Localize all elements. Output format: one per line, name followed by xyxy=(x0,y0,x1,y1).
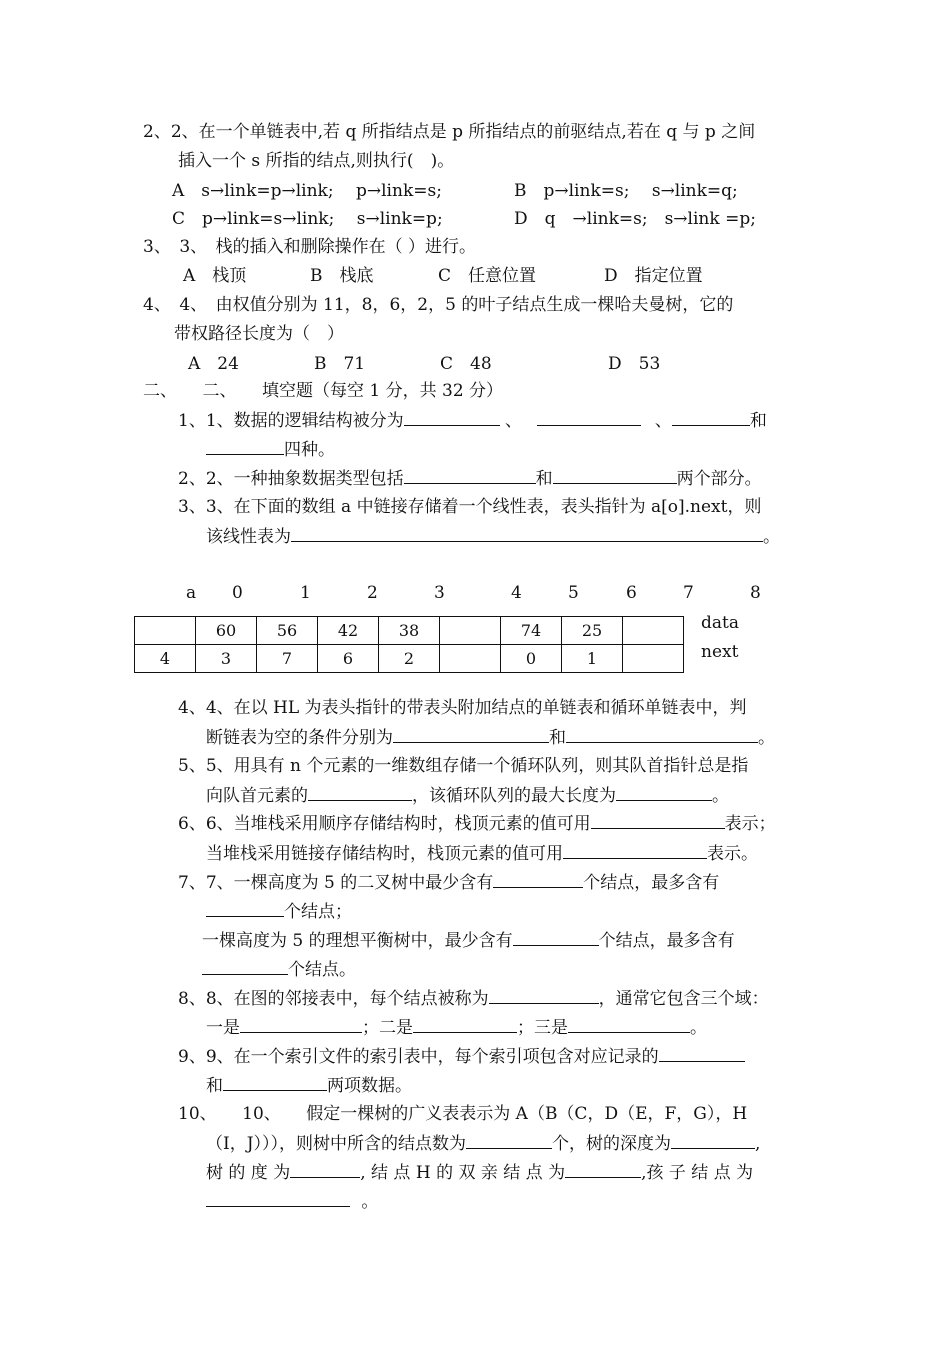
fill-5-mid: ，该循环队列的最大长度为 xyxy=(412,786,616,806)
fill-8-line-1 xyxy=(178,988,769,1009)
array-index: 7 xyxy=(683,583,694,603)
fill-8-text: 8、8、在图的邻接表中，每个结点被称为 xyxy=(178,989,489,1009)
q2-stem: 2、2、在一个单链表中,若 q 所指结点是 p 所指结点的前驱结点,若在 q 与 p 之间 xyxy=(143,122,756,142)
fill-10-mid: ,孩 子 结 点 为 xyxy=(641,1163,754,1183)
q4-stem-cont: 带权路径长度为（ ） xyxy=(174,324,344,344)
array-cell: 56 xyxy=(257,617,318,645)
fill-1-text: 1、1、数据的逻辑结构被分为 xyxy=(178,411,404,431)
fill-6-line-2 xyxy=(206,843,758,864)
fill-4-and: 和 xyxy=(549,728,566,748)
array-next-label: next xyxy=(701,642,739,662)
fill-4-line-1: 4、4、在以 HL 为表头指针的带表头附加结点的单链表和循环单链表中，判 xyxy=(178,698,747,718)
fill-1-tail: 四种。 xyxy=(284,440,335,460)
q3-option-c: C 任意位置 xyxy=(438,266,537,286)
fill-7-blank-2[interactable] xyxy=(206,901,284,917)
array-data-row xyxy=(135,617,684,645)
fill-6-blank-1[interactable] xyxy=(591,819,725,829)
array-index: 4 xyxy=(511,583,522,603)
fill-8-blank-3[interactable] xyxy=(413,1017,517,1033)
fill-4-tail: 。 xyxy=(758,728,775,748)
fill-9-blank-2[interactable] xyxy=(223,1075,327,1091)
fill-6-text: 当堆栈采用链接存储结构时，栈顶元素的值可用 xyxy=(206,844,563,864)
array-cell xyxy=(440,645,501,673)
fill-8-tail: 。 xyxy=(690,1018,707,1038)
fill-7-tail: 个结点。 xyxy=(288,960,356,980)
array-index: 5 xyxy=(568,583,579,603)
fill-6-tail: 表示； xyxy=(724,814,776,834)
fill-5-line-2 xyxy=(206,785,729,806)
fill-4-line-2 xyxy=(206,727,775,748)
fill-2-blank-1[interactable] xyxy=(404,468,536,484)
q2-option-b: B p→link=s; s→link=q; xyxy=(514,181,738,201)
fill-2-tail: 两个部分。 xyxy=(676,469,762,489)
fill-6-blank-2[interactable] xyxy=(563,843,707,859)
fill-7-mid: 个结点，最多含有 xyxy=(598,931,735,951)
fill-10-blank-5[interactable] xyxy=(206,1191,350,1207)
fill-6-line-1 xyxy=(178,814,776,834)
q3-option-a: A 栈顶 xyxy=(183,266,247,286)
fill-1-sep: 、 xyxy=(505,411,523,431)
fill-4-blank-1[interactable] xyxy=(393,727,549,743)
array-cell: 74 xyxy=(501,617,562,645)
fill-8-text: ；二是 xyxy=(362,1018,413,1038)
fill-1-blank-3[interactable] xyxy=(672,410,750,426)
array-index: 6 xyxy=(626,583,637,603)
fill-2-text: 2、2、一种抽象数据类型包括 xyxy=(178,469,404,489)
fill-1-sep: 、 xyxy=(654,411,672,431)
array-cell: 42 xyxy=(318,617,379,645)
fill-7-blank-1[interactable] xyxy=(493,872,583,888)
fill-5-tail: 。 xyxy=(712,786,729,806)
array-name: a xyxy=(186,583,197,603)
fill-9-blank-1[interactable] xyxy=(659,1046,745,1062)
fill-8-blank-2[interactable] xyxy=(240,1017,362,1033)
array-cell: 1 xyxy=(562,645,623,673)
array-cell: 3 xyxy=(196,645,257,673)
fill-8-blank-1[interactable] xyxy=(489,988,599,1004)
fill-10-line-2 xyxy=(206,1133,760,1154)
array-index: 2 xyxy=(367,583,378,603)
fill-8-line-2 xyxy=(206,1017,707,1038)
fill-7-mid: 个结点，最多含有 xyxy=(583,873,720,893)
fill-1-and: 和 xyxy=(749,411,767,431)
fill-2-blank-2[interactable] xyxy=(553,468,677,484)
q2-option-d: D q →link=s; s→link =p; xyxy=(514,209,756,229)
fill-1-blank-2[interactable] xyxy=(537,410,641,426)
fill-9-tail: 两项数据。 xyxy=(327,1076,412,1096)
fill-1-line-1 xyxy=(178,410,767,431)
array-cell: 38 xyxy=(379,617,440,645)
fill-9-text: 9、9、在一个索引文件的索引表中，每个索引项包含对应记录的 xyxy=(178,1047,659,1067)
fill-8-blank-4[interactable] xyxy=(568,1017,690,1033)
fill-7-text: 7、7、一棵高度为 5 的二叉树中最少含有 xyxy=(178,873,494,893)
fill-7-line-1 xyxy=(178,872,719,893)
fill-3-blank[interactable] xyxy=(291,526,763,542)
fill-3-line-1: 3、3、在下面的数组 a 中链接存储着一个线性表，表头指针为 a[o].next，则 xyxy=(178,497,762,517)
fill-10-blank-3[interactable] xyxy=(290,1162,360,1178)
fill-10-blank-4[interactable] xyxy=(565,1162,641,1178)
fill-2 xyxy=(178,468,762,489)
fill-4-text: 断链表为空的条件分别为 xyxy=(206,728,393,748)
array-cell xyxy=(623,617,684,645)
fill-7-line-3 xyxy=(202,930,735,951)
fill-10-mid: , 结 点 H 的 双 亲 结 点 为 xyxy=(360,1163,566,1183)
array-data-label: data xyxy=(701,613,739,633)
fill-7-blank-3[interactable] xyxy=(513,930,599,946)
fill-5-blank-1[interactable] xyxy=(308,785,412,801)
fill-9-line-2 xyxy=(206,1075,412,1096)
section-heading: 二、 二、 填空题（每空 1 分，共 32 分） xyxy=(143,381,504,401)
q3-option-b: B 栈底 xyxy=(310,266,374,286)
array-cell xyxy=(135,617,196,645)
array-cell: 4 xyxy=(135,645,196,673)
fill-10-blank-2[interactable] xyxy=(671,1133,755,1149)
fill-6-tail: 表示。 xyxy=(707,844,758,864)
fill-7-text: 一棵高度为 5 的理想平衡树中，最少含有 xyxy=(202,931,513,951)
fill-9-line-1 xyxy=(178,1046,745,1067)
fill-10-blank-1[interactable] xyxy=(466,1133,552,1149)
fill-3-line-2 xyxy=(206,526,780,547)
fill-5-line-1: 5、5、用具有 n 个元素的一维数组存储一个循环队列，则其队首指针总是指 xyxy=(178,756,749,776)
q4-option-b: B 71 xyxy=(314,354,366,374)
array-cell: 7 xyxy=(257,645,318,673)
fill-3-tail: 。 xyxy=(763,527,780,547)
array-index: 0 xyxy=(232,583,243,603)
q3-option-d: D 指定位置 xyxy=(604,266,703,286)
fill-7-tail: 个结点； xyxy=(284,902,352,922)
fill-5-blank-2[interactable] xyxy=(616,785,712,801)
array-table xyxy=(134,616,684,673)
fill-2-and: 和 xyxy=(535,469,553,489)
array-cell: 0 xyxy=(501,645,562,673)
array-index: 1 xyxy=(300,583,311,603)
q3-stem: 3、 3、 栈的插入和删除操作在（ ）进行。 xyxy=(143,237,477,257)
q2-option-c: C p→link=s→link; s→link=p; xyxy=(172,209,443,229)
fill-7-line-4 xyxy=(202,959,356,980)
array-cell: 6 xyxy=(318,645,379,673)
fill-9-text: 和 xyxy=(206,1076,223,1096)
fill-3-text: 该线性表为 xyxy=(206,527,291,547)
q2-stem-cont: 插入一个 s 所指的结点,则执行( )。 xyxy=(178,151,455,171)
fill-8-tail: ，通常它包含三个域： xyxy=(598,989,769,1009)
q4-option-a: A 24 xyxy=(188,354,239,374)
array-cell: 60 xyxy=(196,617,257,645)
fill-1-line-2 xyxy=(206,439,335,460)
fill-1-blank-4[interactable] xyxy=(206,439,284,455)
fill-4-blank-2[interactable] xyxy=(566,727,758,743)
fill-7-blank-4[interactable] xyxy=(202,959,288,975)
fill-5-text: 向队首元素的 xyxy=(206,786,308,806)
fill-6-text: 6、6、当堆栈采用顺序存储结构时，栈顶元素的值可用 xyxy=(178,814,591,834)
fill-10-tail: , xyxy=(755,1134,761,1154)
array-index: 8 xyxy=(750,583,761,603)
fill-10-tail: 。 xyxy=(361,1192,379,1212)
array-index: 3 xyxy=(434,583,445,603)
fill-1-blank-1[interactable] xyxy=(404,410,500,426)
array-cell: 25 xyxy=(562,617,623,645)
q4-option-d: D 53 xyxy=(608,354,661,374)
q4-option-c: C 48 xyxy=(440,354,492,374)
fill-8-text: ；三是 xyxy=(517,1018,568,1038)
array-cell xyxy=(440,617,501,645)
fill-10-line-3 xyxy=(206,1162,753,1183)
fill-10-mid: 个，树的深度为 xyxy=(552,1134,672,1154)
q2-option-a: A s→link=p→link; p→link=s; xyxy=(172,181,442,201)
fill-10-line-4 xyxy=(206,1191,378,1212)
fill-10-text: （I，J））），则树中所含的结点数为 xyxy=(206,1134,467,1154)
fill-7-line-2 xyxy=(206,901,352,922)
fill-8-text: 一是 xyxy=(206,1018,240,1038)
fill-10-line-1: 10、 10、 假定一棵树的广义表表示为 A（B（C，D（E，F，G），H xyxy=(178,1104,748,1124)
array-cell: 2 xyxy=(379,645,440,673)
q4-stem: 4、 4、 由权值分别为 11，8，6，2，5 的叶子结点生成一棵哈夫曼树，它的 xyxy=(143,295,734,315)
array-cell xyxy=(623,645,684,673)
array-next-row xyxy=(135,645,684,673)
fill-10-text: 树 的 度 为 xyxy=(206,1163,291,1183)
